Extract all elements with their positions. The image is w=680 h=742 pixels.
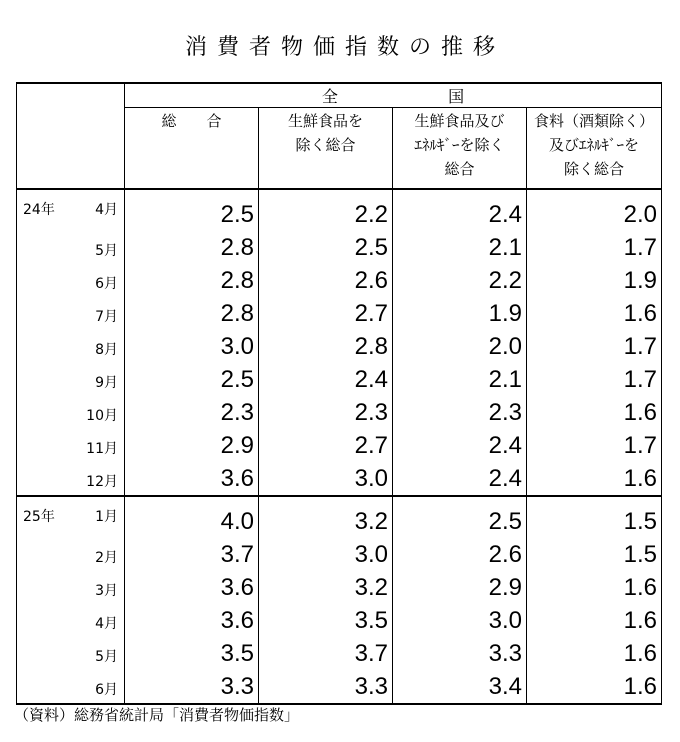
period-cell	[17, 571, 125, 604]
value-cell: 2.4	[259, 363, 393, 396]
value-cell: 2.3	[393, 396, 527, 429]
month-label: 7月	[95, 309, 118, 325]
value-cell: 3.0	[393, 604, 527, 637]
month-label: 6月	[95, 682, 118, 698]
table-row	[17, 330, 662, 363]
nationwide-header	[125, 83, 662, 108]
column-header-line: ｴﾈﾙｷﾞｰを除く	[414, 136, 505, 154]
period-cell	[17, 231, 125, 264]
value-cell: 3.7	[259, 637, 393, 670]
value-cell: 3.0	[259, 462, 393, 496]
table-row	[17, 496, 662, 538]
header-excl-food-energy	[527, 108, 662, 190]
value-cell: 2.2	[393, 264, 527, 297]
value-cell: 1.5	[527, 496, 662, 538]
value-cell: 2.7	[259, 297, 393, 330]
year-label: 25年	[23, 509, 55, 525]
period-cell	[17, 363, 125, 396]
source-note: （資料）総務省統計局「消費者物価指数」	[14, 706, 300, 724]
page-title: 消費者物価指数の推移	[184, 35, 505, 60]
value-cell: 3.0	[259, 538, 393, 571]
column-header-line: 除く総合	[563, 160, 624, 178]
value-cell: 3.3	[259, 670, 393, 704]
header-excl-fresh	[259, 108, 393, 190]
column-header-line: 及びｴﾈﾙｷﾞｰを	[548, 136, 639, 154]
value-cell: 1.9	[527, 264, 662, 297]
table-row	[17, 363, 662, 396]
month-label: 4月	[95, 616, 118, 632]
value-cell: 2.8	[125, 264, 259, 297]
value-cell: 1.5	[527, 538, 662, 571]
period-cell	[17, 462, 125, 496]
value-cell: 1.6	[527, 571, 662, 604]
cpi-table	[16, 82, 662, 705]
period-cell	[17, 429, 125, 462]
value-cell: 2.8	[125, 231, 259, 264]
column-header-line: 食料（酒類除く）	[533, 112, 654, 130]
period-cell	[17, 496, 125, 538]
value-cell: 3.7	[125, 538, 259, 571]
period-cell	[17, 637, 125, 670]
table-row	[17, 297, 662, 330]
value-cell: 3.6	[125, 462, 259, 496]
value-cell: 2.1	[393, 231, 527, 264]
value-cell: 2.3	[125, 396, 259, 429]
value-cell: 1.6	[527, 637, 662, 670]
value-cell: 3.5	[259, 604, 393, 637]
value-cell: 2.1	[393, 363, 527, 396]
value-cell: 2.2	[259, 189, 393, 231]
table-row	[17, 571, 662, 604]
month-label: 1月	[95, 509, 118, 525]
value-cell: 1.6	[527, 297, 662, 330]
value-cell: 3.4	[393, 670, 527, 704]
table-row	[17, 637, 662, 670]
table-row	[17, 670, 662, 704]
value-cell: 1.7	[527, 363, 662, 396]
value-cell: 3.5	[125, 637, 259, 670]
value-cell: 2.4	[393, 189, 527, 231]
value-cell: 3.2	[259, 571, 393, 604]
month-label: 5月	[95, 649, 118, 665]
value-cell: 2.5	[393, 496, 527, 538]
value-cell: 3.3	[125, 670, 259, 704]
month-label: 8月	[95, 342, 118, 358]
value-cell: 1.9	[393, 297, 527, 330]
value-cell: 4.0	[125, 496, 259, 538]
month-label: 9月	[95, 375, 118, 391]
period-cell	[17, 538, 125, 571]
value-cell: 2.8	[125, 297, 259, 330]
value-cell: 2.0	[527, 189, 662, 231]
value-cell: 1.6	[527, 670, 662, 704]
month-label: 6月	[95, 276, 118, 292]
table-row	[17, 462, 662, 496]
value-cell: 3.0	[125, 330, 259, 363]
period-cell	[17, 297, 125, 330]
period-cell	[17, 330, 125, 363]
value-cell: 1.7	[527, 330, 662, 363]
value-cell: 1.6	[527, 462, 662, 496]
value-cell: 1.7	[527, 231, 662, 264]
month-label: 10月	[86, 408, 118, 424]
value-cell: 1.6	[527, 604, 662, 637]
value-cell: 2.4	[393, 462, 527, 496]
period-cell	[17, 670, 125, 704]
period-cell	[17, 189, 125, 231]
month-label: 11月	[86, 441, 118, 457]
table-row	[17, 396, 662, 429]
value-cell: 3.6	[125, 571, 259, 604]
period-cell	[17, 264, 125, 297]
table-row	[17, 231, 662, 264]
value-cell: 2.4	[393, 429, 527, 462]
period-cell	[17, 604, 125, 637]
value-cell: 2.5	[125, 189, 259, 231]
month-label: 4月	[95, 202, 118, 218]
value-cell: 2.9	[125, 429, 259, 462]
month-label: 5月	[95, 243, 118, 259]
column-header-line: 生鮮食品を	[287, 112, 363, 130]
header-excl-fresh-energy	[393, 108, 527, 190]
nationwide-label-right: 国	[448, 87, 465, 106]
column-header-line: 総 合	[161, 112, 222, 130]
column-header-line: 総合	[444, 160, 475, 178]
value-cell: 1.6	[527, 396, 662, 429]
value-cell: 3.6	[125, 604, 259, 637]
month-label: 2月	[95, 550, 118, 566]
year-label: 24年	[23, 202, 55, 218]
value-cell: 2.7	[259, 429, 393, 462]
value-cell: 2.6	[393, 538, 527, 571]
value-cell: 3.2	[259, 496, 393, 538]
value-cell: 2.9	[393, 571, 527, 604]
column-header-line: 生鮮食品及び	[414, 112, 505, 130]
period-cell	[17, 396, 125, 429]
month-label: 12月	[86, 474, 118, 490]
table-row	[17, 604, 662, 637]
nationwide-label-left: 全	[321, 87, 338, 106]
table-row	[17, 429, 662, 462]
value-cell: 2.8	[259, 330, 393, 363]
table-row	[17, 189, 662, 231]
value-cell: 2.6	[259, 264, 393, 297]
header-overall	[125, 108, 259, 190]
value-cell: 2.0	[393, 330, 527, 363]
column-header-line: 除く総合	[295, 136, 356, 154]
value-cell: 2.3	[259, 396, 393, 429]
value-cell: 2.5	[125, 363, 259, 396]
corner-cell	[17, 83, 125, 189]
month-label: 3月	[95, 583, 118, 599]
value-cell: 2.5	[259, 231, 393, 264]
table-row	[17, 538, 662, 571]
value-cell: 1.7	[527, 429, 662, 462]
table-row	[17, 264, 662, 297]
value-cell: 3.3	[393, 637, 527, 670]
